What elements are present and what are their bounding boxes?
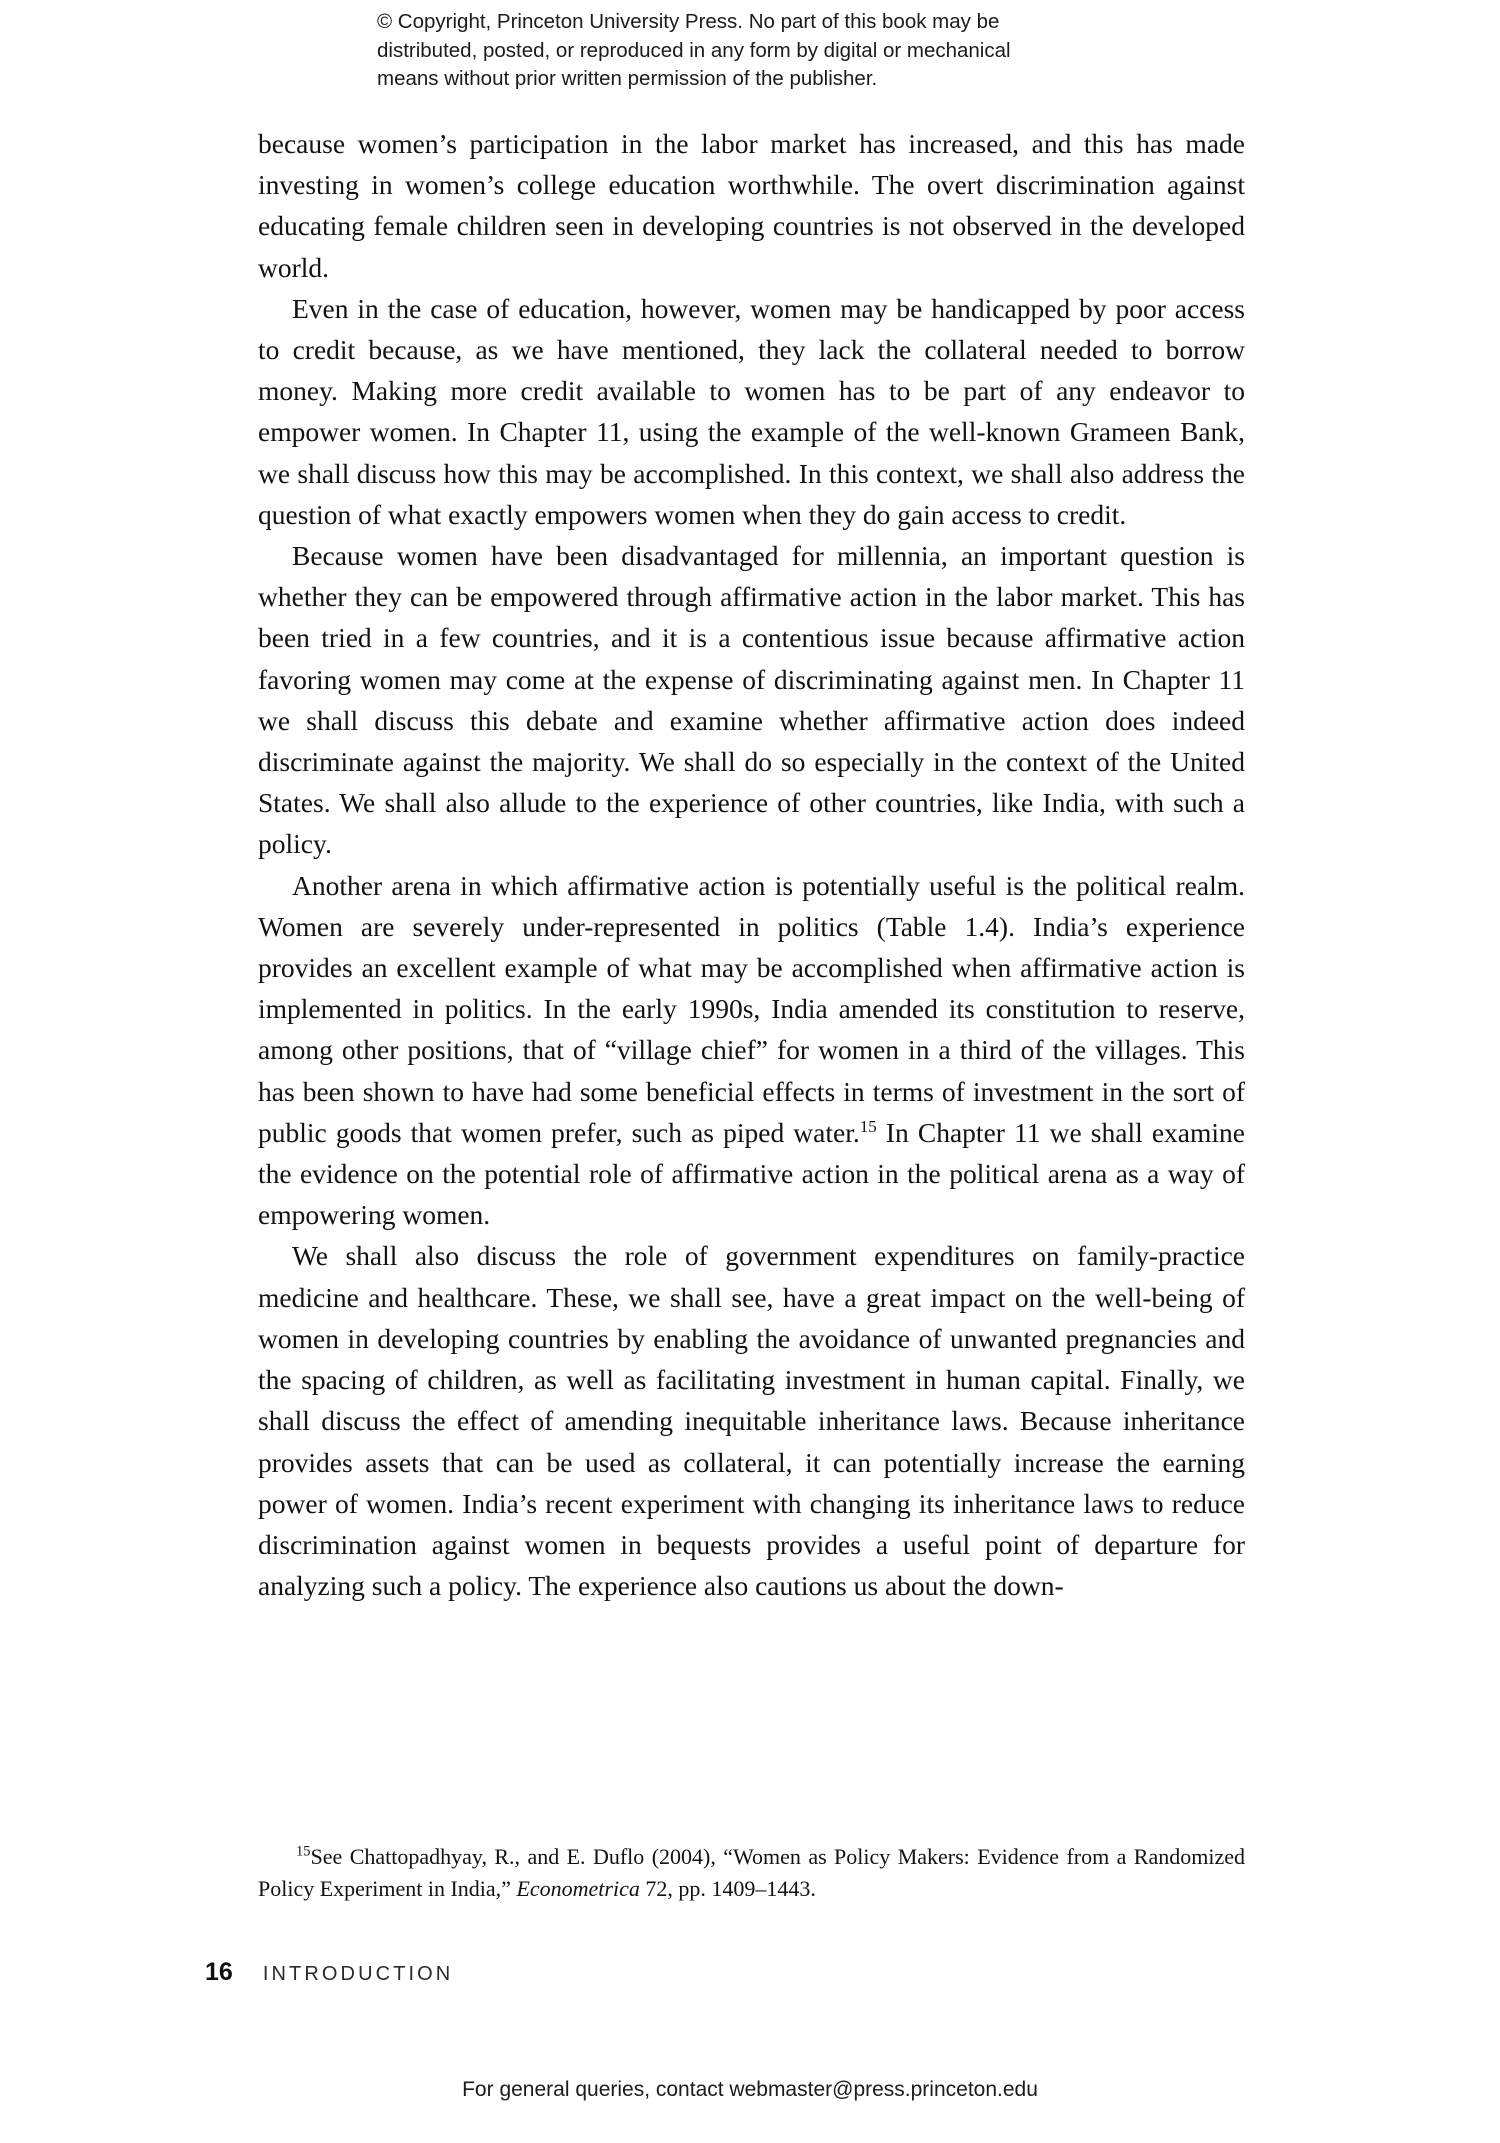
footnote-block bbox=[258, 1841, 1245, 1905]
copyright-line-2: distributed, posted, or reproduced in any form by digital or mechanical bbox=[377, 38, 1011, 62]
body-paragraph-3: Because women have been disadvantaged for millennia, an important question is whether they can be empowered through affirmative action in the labor market. This has been tried in a few countries, and it is a contentious issue because affirmative action favoring women may come at the expense of discriminating against men. In Chapter 11 we shall discuss this debate and examine whether affirmative action does indeed discriminate against the majority. We shall do so especially in the context of the United States. We shall also allude to the experience of other countries, like India, with such a policy. bbox=[258, 540, 1245, 860]
paragraph-4-text-before-footnote: Another arena in which affirmative action is potentially useful is the political realm. Women are severely under-represented in politics (Table 1.4). India’s experience provides an excellent example of what may be accomplished when affirmative action is implemented in politics. In the early 1990s, India amended its constitution to reserve, among other positions, that of “village chief” for women in a third of the villages. This has been shown to have had some beneficial effects in terms of investment in the sort of public goods that women prefer, such as piped water. bbox=[258, 869, 1245, 1148]
general-queries-footer: For general queries, contact webmaster@press.princeton.edu bbox=[462, 2078, 1038, 2101]
paragraph-4-text-after-footnote: In Chapter 11 we shall examine the evidence on the potential role of affirmative action in the political arena as a way of empowering women. bbox=[258, 1116, 1245, 1231]
footnote-text-part-2: 72, pp. 1409–1443. bbox=[639, 1876, 816, 1901]
body-paragraph-5: We shall also discuss the role of government expenditures on family-practice medicine and healthcare. These, we shall see, have a great impact on the well-being of women in developing countries by enabling the avoidance of unwanted pregnancies and the spacing of children, as well as facilitating investment in human capital. Finally, we shall discuss the effect of amending inequitable inheritance laws. Because inheritance provides assets that can be used as collateral, it can potentially increase the earning power of women. India’s recent experiment with changing its inheritance laws to reduce discrimination against women in bequests provides a useful point of departure for analyzing such a policy. The experience also cautions us about the down- bbox=[258, 1240, 1245, 1602]
page-number: 16 bbox=[205, 1958, 233, 1986]
footnote-journal-title: Econometrica bbox=[516, 1876, 640, 1901]
body-paragraph-2: Even in the case of education, however, women may be handicapped by poor access to credit because, as we have mentioned, they lack the collateral needed to borrow money. Making more credit available to women has to be part of any endeavor to empower women. In Chapter 11, using the example of the well-known Grameen Bank, we shall discuss how this may be accomplished. In this context, we shall also address the question of what exactly empowers women when they do gain access to credit. bbox=[258, 292, 1245, 530]
copyright-line-1: © Copyright, Princeton University Press. No part of this book may be bbox=[377, 10, 1000, 33]
section-title: INTRODUCTION bbox=[262, 1963, 454, 1985]
footnote-reference-15[interactable]: 15 bbox=[859, 1116, 877, 1136]
footnote-number: 15 bbox=[296, 1843, 311, 1860]
copyright-line-3: means without prior written permission of the publisher. bbox=[377, 67, 878, 90]
body-paragraph-4 bbox=[258, 865, 1245, 1236]
running-foot bbox=[205, 1958, 453, 1987]
body-paragraph-1: because women’s participation in the labor market has increased, and this has made investing in women’s college education worthwhile. The overt discrimination against educating female children seen in developing countries is not observed in the developed world. bbox=[258, 128, 1245, 283]
footnote-text-part-1: See Chattopadhyay, R., and E. Duflo (2004), “Women as Policy Makers: Evidence from a Randomized Policy Experiment in India,” bbox=[258, 1844, 1245, 1901]
body-text-column bbox=[258, 123, 1245, 1606]
copyright-notice bbox=[377, 8, 1137, 94]
